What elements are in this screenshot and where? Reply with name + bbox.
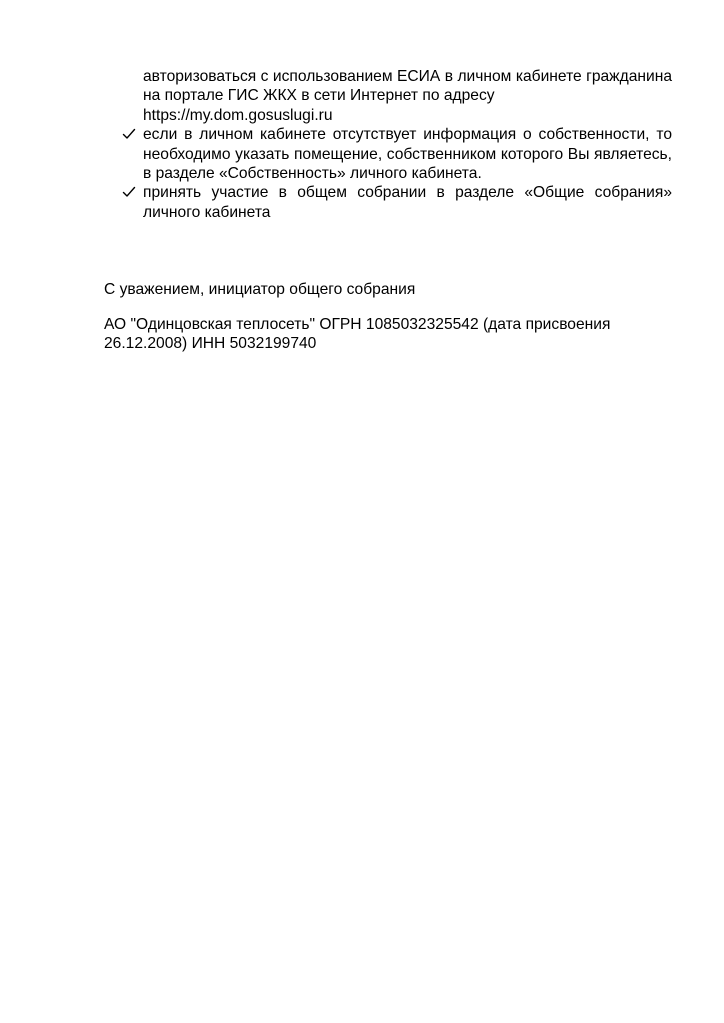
list-item <box>120 183 672 222</box>
portal-url: https://my.dom.gosuslugi.ru <box>143 106 333 124</box>
instruction-list <box>120 67 672 222</box>
list-item-text: авторизоваться с использованием ЕСИА в личном кабинете гражданина на портале ГИС ЖКХ в сети Интернет по адресу <box>143 68 672 105</box>
organization-details: АО "Одинцовская теплосеть" ОГРН 1085032325542 (дата присвоения 26.12.2008) ИНН 5032199740 <box>104 316 611 353</box>
list-item <box>120 67 672 125</box>
list-item-text: если в личном кабинете отсутствует информация о собственности, то необходимо указать помещение, собственником которого Вы являетесь, в разделе «Собственность» личного кабинета. <box>143 126 672 183</box>
check-icon <box>122 127 136 141</box>
check-icon <box>122 185 136 199</box>
list-item <box>120 125 672 183</box>
list-item-text: принять участие в общем собрании в разделе «Общие собрания» личного кабинета <box>143 184 672 221</box>
closing-line: С уважением, инициатор общего собрания <box>104 281 416 298</box>
